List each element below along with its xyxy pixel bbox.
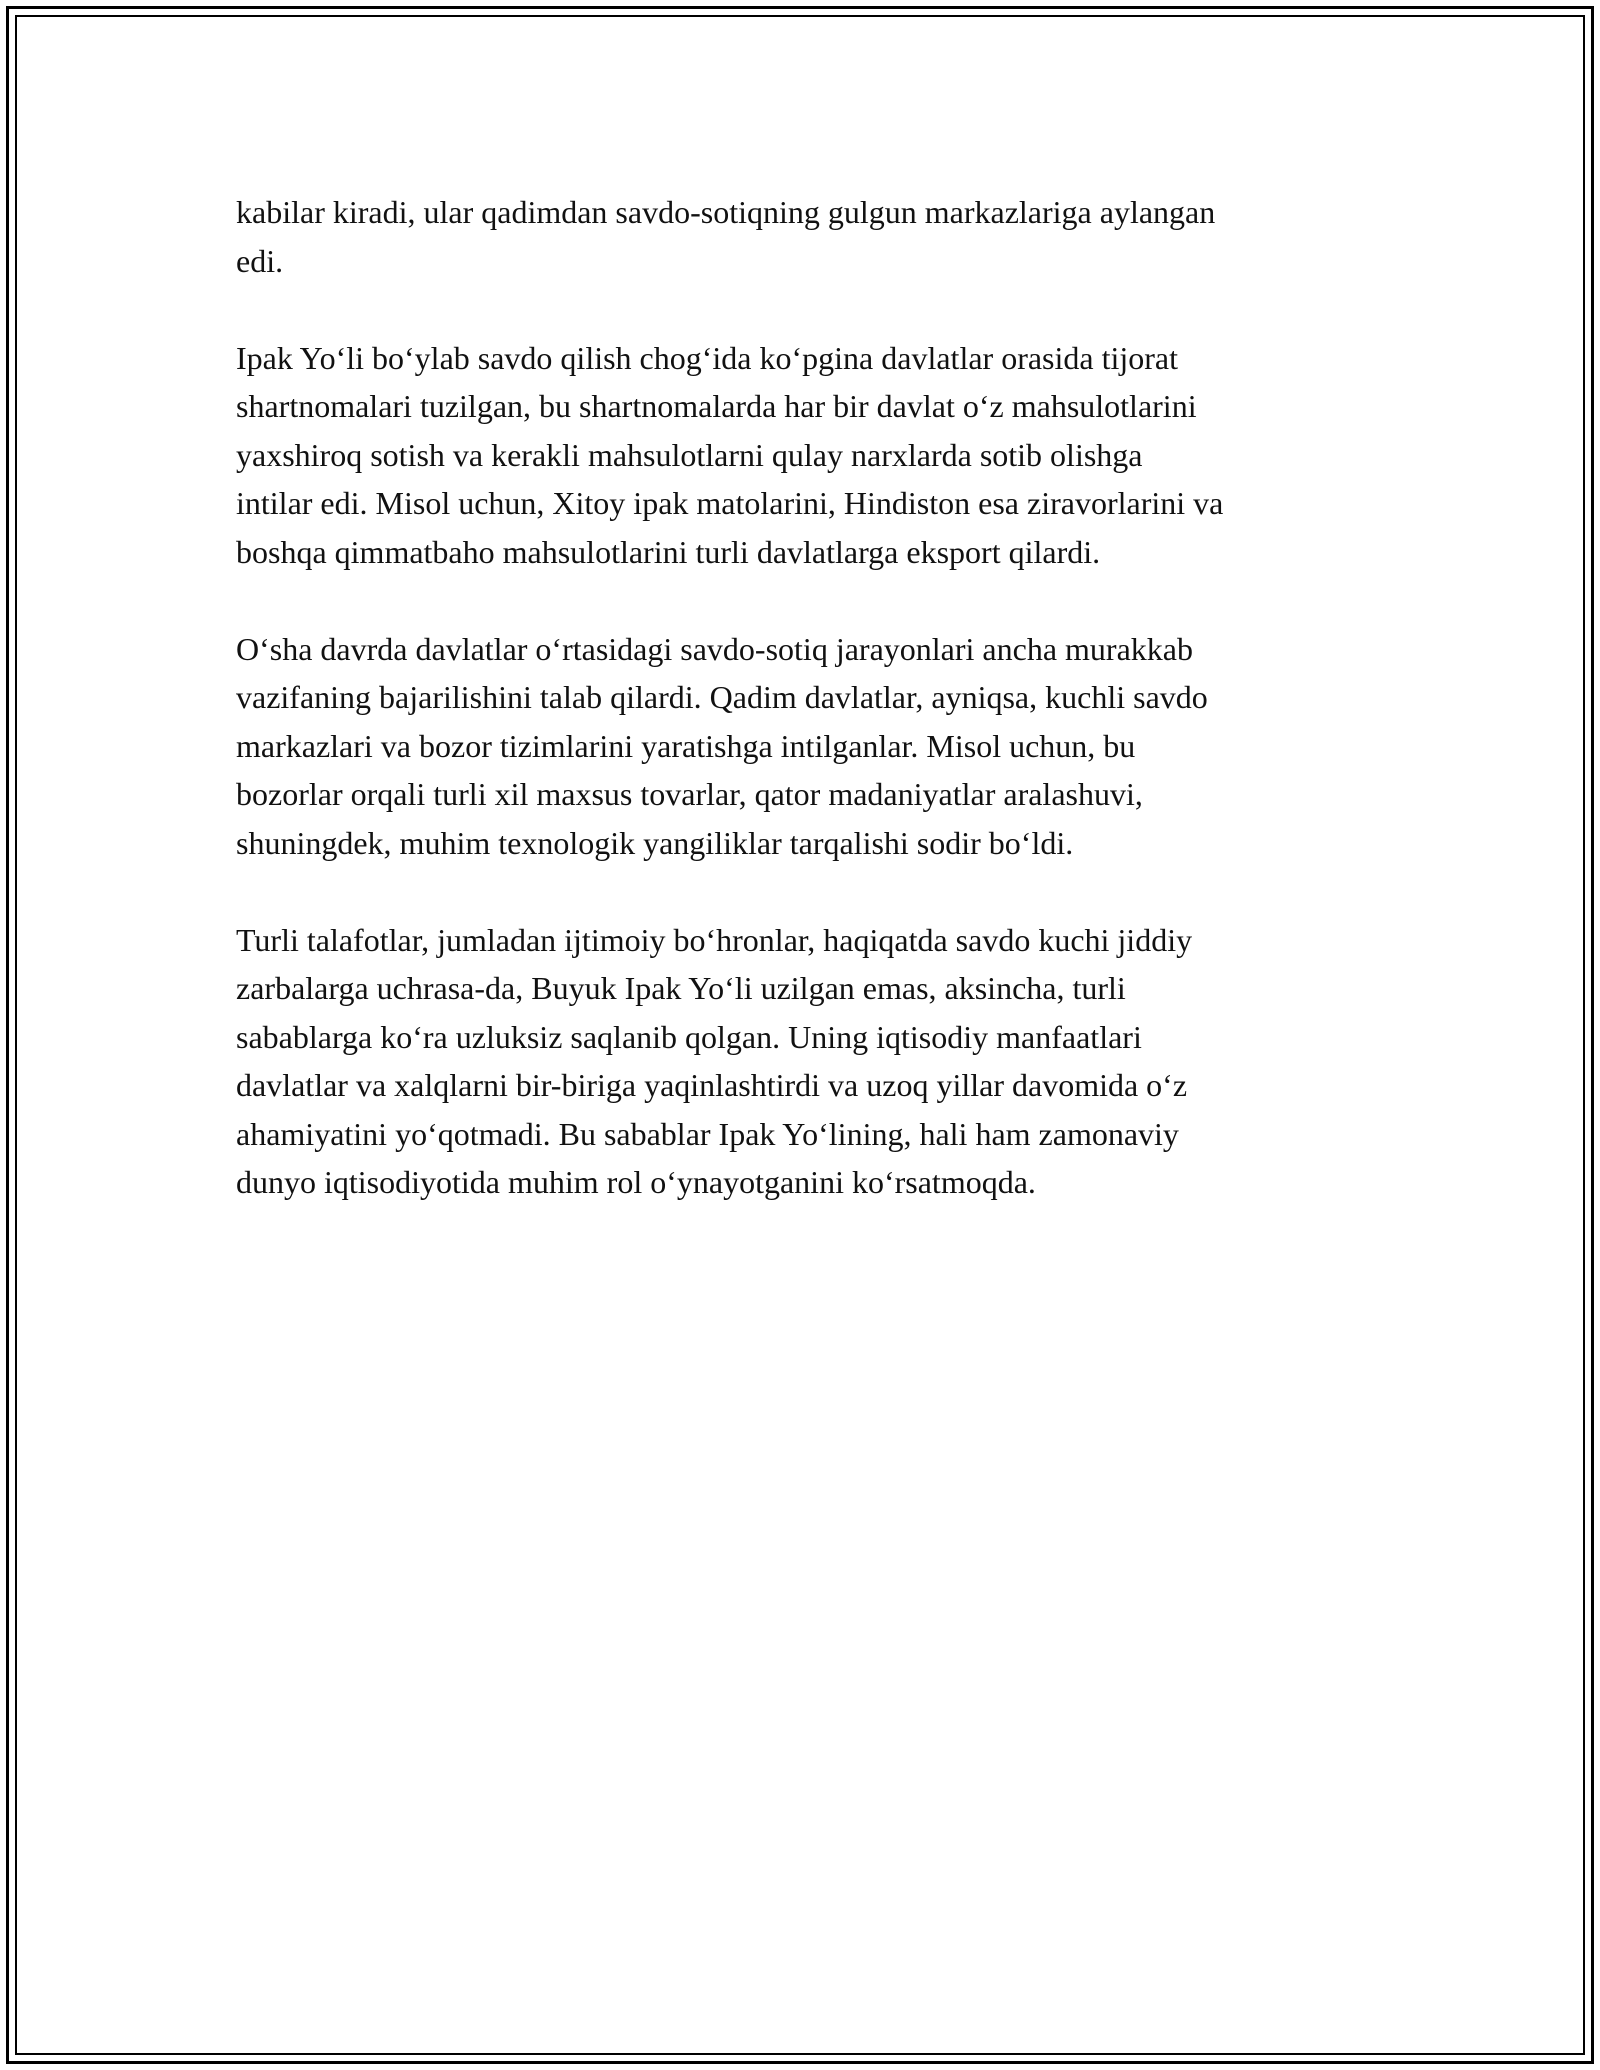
paragraph-2: Ipak Yo‘li bo‘ylab savdo qilish chog‘ida ko‘pgina davlatlar orasida tijorat shartnomalari tuzilgan, bu shartnomalarda har bir davlat o‘z mahsulotlarini yaxshiroq sotish va kerakli mahsulotlarni qulay narxlarda sotib olishga intilar edi. Misol uchun, Xitoy ipak matolarini, Hindiston esa ziravorlarini va boshqa qimmatbaho mahsulotlarini turli davlatlarga eksport qilardi. <box>236 339 1224 570</box>
paragraph-4: Turli talafotlar, jumladan ijtimoiy bo‘hronlar, haqiqatda savdo kuchi jiddiy zarbalarga uchrasa-da, Buyuk Ipak Yo‘li uzilgan emas, aksincha, turli sabablarga ko‘ra uzluksiz saqlanib qolgan. Uning iqtisodiy manfaatlari davlatlar va xalqlarni bir-biriga yaqinlashtirdi va uzoq yillar davomida o‘z ahamiyatini yo‘qotmadi. Bu sabablar Ipak Yo‘lining, hali ham zamonaviy dunyo iqtisodiyotida muhim rol o‘ynayotganini ko‘rsatmoqda. <box>236 921 1193 1200</box>
document-body <box>236 188 1376 1255</box>
paragraph-1: kabilar kiradi, ular qadimdan savdo-sotiqning gulgun markazlariga aylangan edi. <box>236 194 1216 279</box>
paragraph-3: O‘sha davrda davlatlar o‘rtasidagi savdo-sotiq jarayonlari ancha murakkab vazifaning bajarilishini talab qilardi. Qadim davlatlar, ayniqsa, kuchli savdo markazlari va bozor tizimlarini yaratishga intilganlar. Misol uchun, bu bozorlar orqali turli xil maxsus tovarlar, qator madaniyatlar aralashuvi, shuningdek, muhim texnologik yangiliklar tarqalishi sodir bo‘ldi. <box>236 630 1208 861</box>
